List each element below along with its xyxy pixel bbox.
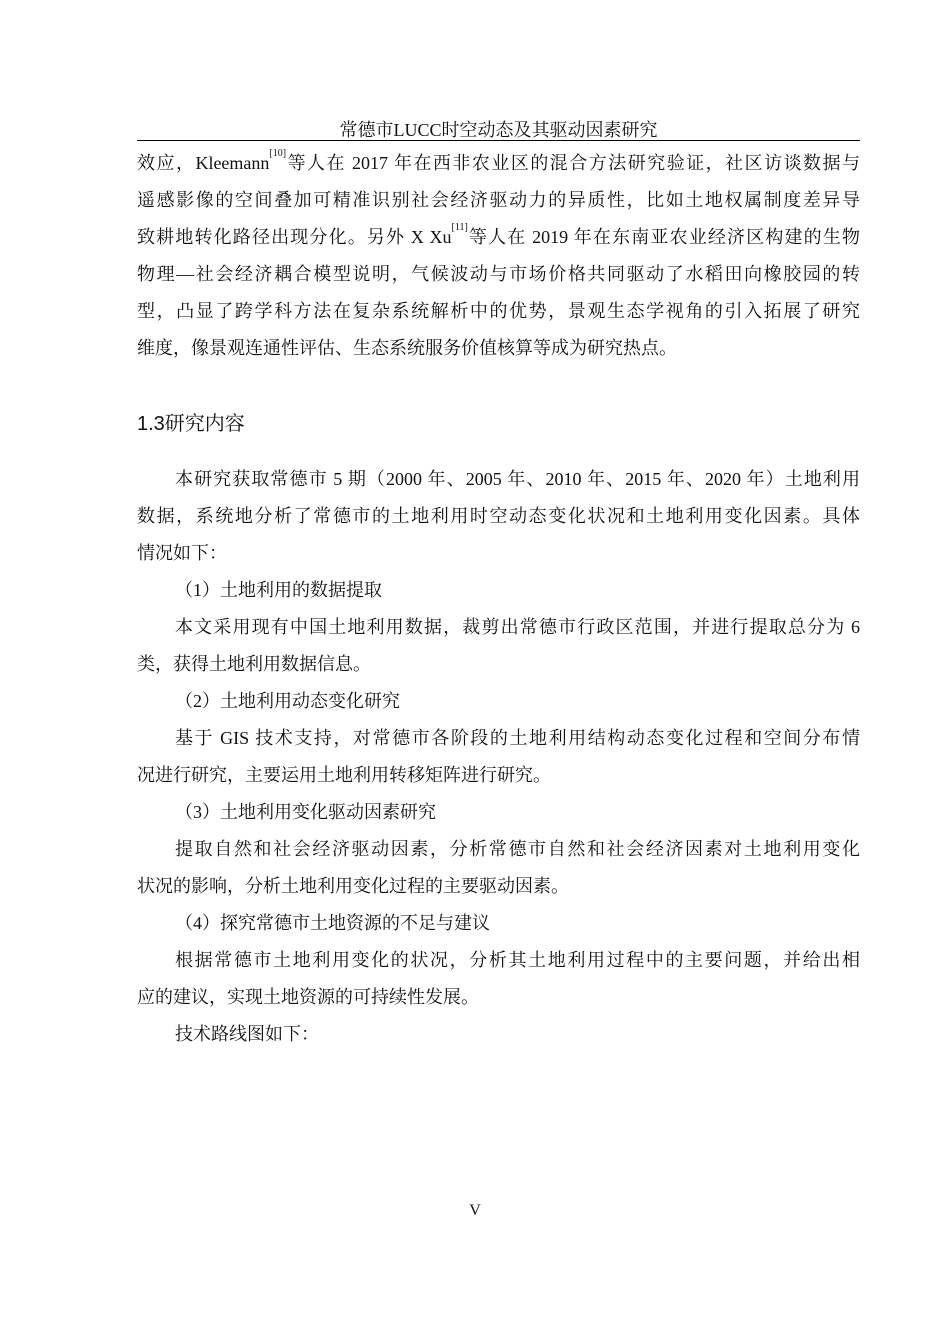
body-line: 况进行研究，主要运用土地利用转移矩阵进行研究。 xyxy=(137,765,551,785)
body-line xyxy=(137,148,861,175)
closing-line: 技术路线图如下： xyxy=(175,1024,319,1044)
text: 致耕地转化路径出现分化。另外 X Xu xyxy=(137,227,452,247)
body-line: 型，凸显了跨学科方法在复杂系统解析中的优势，景观生态学视角的引入拓展了研究 xyxy=(137,301,860,321)
item-title: （2）土地利用动态变化研究 xyxy=(175,691,400,711)
body-line: 物理—社会经济耦合模型说明，气候波动与市场价格共同驱动了水稻田向橡胶园的转 xyxy=(137,264,860,284)
text: 等人在 2017 年在西非农业区的混合方法研究验证，社区访谈数据与 xyxy=(286,153,861,173)
header-rule xyxy=(137,140,860,141)
body-line: 本文采用现有中国土地利用数据，裁剪出常德市行政区范围，并进行提取总分为 6 xyxy=(175,617,860,637)
page-number: V xyxy=(469,1202,481,1219)
body-line: 数据，系统地分析了常德市的土地利用时空动态变化状况和土地利用变化因素。具体 xyxy=(137,506,860,526)
body-line: 遥感影像的空间叠加可精准识别社会经济驱动力的异质性，比如土地权属制度差异导 xyxy=(137,190,860,210)
body-line: 情况如下： xyxy=(137,543,227,563)
body-line: 基于 GIS 技术支持，对常德市各阶段的土地利用结构动态变化过程和空间分布情 xyxy=(175,728,860,748)
section-heading: 1.3研究内容 xyxy=(137,413,245,435)
body-line: 类，获得土地利用数据信息。 xyxy=(137,654,371,674)
item-title: （4）探究常德市土地资源的不足与建议 xyxy=(175,913,490,933)
citation: [11] xyxy=(451,222,468,233)
running-header: 常德市LUCC时空动态及其驱动因素研究 xyxy=(339,120,658,140)
body-line: 状况的影响，分析土地利用变化过程的主要驱动因素。 xyxy=(137,876,569,896)
body-line xyxy=(137,222,860,249)
text: 效应，Kleemann xyxy=(137,153,270,173)
body-line: 本研究获取常德市 5 期（2000 年、2005 年、2010 年、2015 年、2020 年）土地利用 xyxy=(175,469,860,489)
body-line: 维度，像景观连通性评估、生态系统服务价值核算等成为研究热点。 xyxy=(137,338,677,358)
body-line: 提取自然和社会经济驱动因素，分析常德市自然和社会经济因素对土地利用变化 xyxy=(175,839,860,859)
item-title: （3）土地利用变化驱动因素研究 xyxy=(175,802,436,822)
body-line: 应的建议，实现土地资源的可持续性发展。 xyxy=(137,987,479,1007)
text: 等人在 2019 年在东南亚农业经济区构建的生物 xyxy=(467,227,860,247)
body-line: 根据常德市土地利用变化的状况，分析其土地利用过程中的主要问题，并给出相 xyxy=(175,950,860,970)
item-title: （1）土地利用的数据提取 xyxy=(175,580,382,600)
citation: [10] xyxy=(269,148,287,159)
